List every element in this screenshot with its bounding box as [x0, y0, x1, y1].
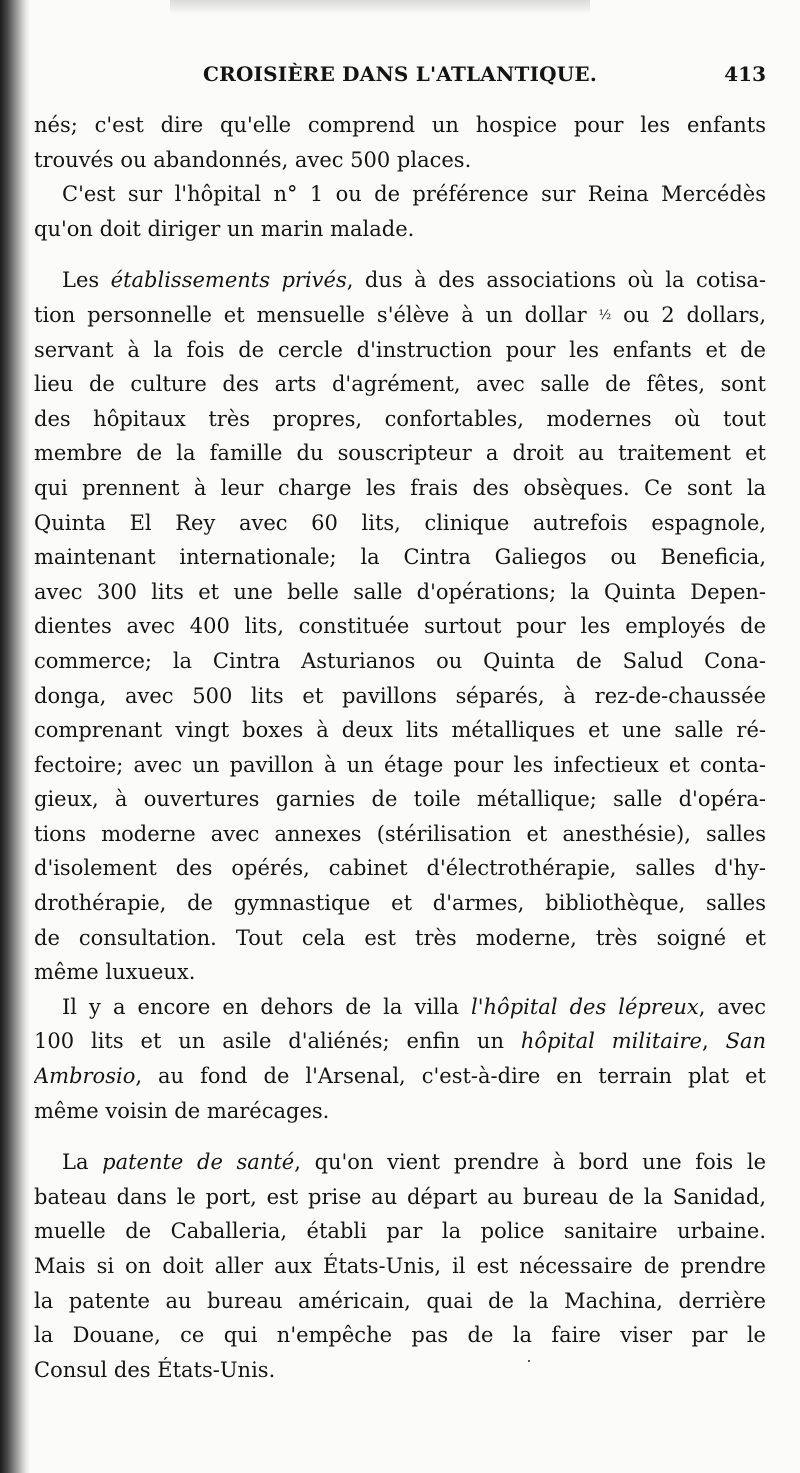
text-line [34, 402, 766, 437]
italic-run: l'hôpital des lépreux [471, 994, 699, 1019]
body-text [34, 108, 766, 1387]
text-line [34, 851, 766, 886]
text-run: des hôpitaux très propres, confortables, modernes où tout [34, 406, 766, 431]
text-run: tion personnelle et mensuelle s'élève à un dollar [34, 302, 599, 327]
text-run: même luxueux. [34, 960, 196, 985]
text-run: , dus à des associations où la cotisa- [346, 268, 766, 293]
italic-run: patente de santé [102, 1150, 295, 1175]
paragraph [34, 1145, 766, 1387]
scan-speck [528, 1360, 530, 1362]
text-run: qui prennent à leur charge les frais des obsèques. Ce sont la [34, 475, 766, 500]
text-line [34, 817, 766, 852]
text-run: de consultation. Tout cela est très moderne, très soigné et [34, 925, 766, 950]
running-head [34, 62, 766, 90]
text-run: , au fond de l'Arsenal, c'est-à-dire en terrain plat et [135, 1064, 766, 1089]
italic-run: San [725, 1029, 766, 1054]
text-line [34, 1094, 766, 1129]
fraction: ½ [598, 307, 612, 323]
text-run: donga, avec 500 lits et pavillons séparés, à rez-de-chaussée [34, 683, 766, 708]
italic-run: Ambrosio [34, 1064, 136, 1089]
text-line [34, 921, 766, 956]
text-line [34, 333, 766, 368]
text-line [34, 1024, 766, 1059]
text-line [34, 1145, 766, 1180]
text-run: 100 lits et un asile d'aliénés; enfin un [34, 1029, 521, 1054]
text-line [34, 575, 766, 610]
text-run: bateau dans le port, est prise au départ au bureau de la Sanidad, [34, 1184, 766, 1209]
text-run: lieu de culture des arts d'agrément, avec salle de fêtes, sont [34, 372, 766, 397]
text-line [34, 108, 766, 143]
text-run: Consul des États-Unis. [34, 1357, 276, 1382]
text-line [34, 609, 766, 644]
text-run: d'isolement des opérés, cabinet d'électrothérapie, salles d'hy- [34, 856, 766, 881]
text-run: La [62, 1150, 103, 1175]
text-run: tions moderne avec annexes (stérilisation et anesthésie), salles [34, 821, 766, 846]
text-line [34, 782, 766, 817]
text-run: dientes avec 400 lits, constituée surtout pour les employés de [34, 614, 766, 639]
text-line [34, 1318, 766, 1353]
page-edge-shadow [0, 0, 30, 1473]
text-line [34, 1284, 766, 1319]
text-run: , [701, 1029, 726, 1054]
text-line [34, 143, 766, 178]
text-line [34, 1353, 766, 1388]
text-run: gieux, à ouvertures garnies de toile métallique; salle d'opéra- [34, 787, 766, 812]
text-run: Quinta El Rey avec 60 lits, clinique autrefois espagnole, [34, 510, 766, 535]
text-run: avec 300 lits et une belle salle d'opérations; la Quinta Depen- [34, 579, 766, 604]
text-run: Mais si on doit aller aux États-Unis, il est nécessaire de prendre [34, 1254, 766, 1278]
text-run: , qu'on vient prendre à bord une fois le [294, 1150, 766, 1175]
text-run: , avec [698, 994, 766, 1019]
text-run: Il y a encore en dehors de la villa [62, 994, 472, 1019]
text-run: muelle de Caballeria, établi par la police sanitaire urbaine. [34, 1219, 766, 1244]
text-run: ou 2 dollars, [611, 302, 766, 327]
scan-smudge [170, 0, 590, 14]
text-run: qu'on doit diriger un marin malade. [34, 216, 415, 241]
paragraph [34, 177, 766, 246]
text-line [34, 263, 766, 298]
text-line [34, 679, 766, 714]
text-run: membre de la famille du souscripteur a droit au traitement et [34, 441, 766, 466]
text-line [34, 298, 766, 333]
italic-run: établissements privés [110, 268, 347, 293]
text-line [34, 1180, 766, 1215]
text-line [34, 367, 766, 402]
text-run: la Douane, ce qui n'empêche pas de la faire viser par le [34, 1323, 766, 1348]
text-run: fectoire; avec un pavillon à un étage pour les infectieux et conta- [34, 752, 766, 777]
text-line [34, 540, 766, 575]
running-title: CROISIÈRE DANS L'ATLANTIQUE. [203, 62, 597, 86]
text-run: servant à la fois de cercle d'instruction pour les enfants et de [34, 337, 766, 362]
text-line [34, 1059, 766, 1094]
text-run: trouvés ou abandonnés, avec 500 places. [34, 147, 472, 172]
text-line [34, 436, 766, 471]
paragraph [34, 108, 766, 177]
page-number: 413 [724, 62, 766, 86]
text-line [34, 1214, 766, 1249]
text-line [34, 886, 766, 921]
text-run: la patente au bureau américain, quai de la Machina, derrière [34, 1288, 766, 1313]
text-line [34, 644, 766, 679]
text-run: commerce; la Cintra Asturianos ou Quinta de Salud Cona- [34, 648, 766, 673]
text-line [34, 212, 766, 247]
text-run: maintenant internationale; la Cintra Galiegos ou Beneficia, [34, 545, 766, 570]
paragraph [34, 990, 766, 1128]
text-line [34, 748, 766, 783]
text-line [34, 713, 766, 748]
text-run: drothérapie, de gymnastique et d'armes, bibliothèque, salles [34, 891, 766, 916]
text-run: nés; c'est dire qu'elle comprend un hospice pour les enfants [34, 113, 766, 137]
text-run: même voisin de marécages. [34, 1098, 330, 1123]
text-run: C'est sur l'hôpital n° 1 ou de préférence sur Reina Mercédès [62, 182, 766, 207]
italic-run: hôpital militaire [520, 1029, 702, 1054]
text-run: comprenant vingt boxes à deux lits métalliques et une salle ré- [34, 718, 766, 743]
text-line [34, 471, 766, 506]
text-line [34, 506, 766, 541]
text-line [34, 1249, 766, 1284]
text-run: Les [62, 268, 111, 293]
text-line [34, 177, 766, 212]
text-line [34, 955, 766, 990]
paragraph [34, 263, 766, 989]
text-line [34, 990, 766, 1025]
